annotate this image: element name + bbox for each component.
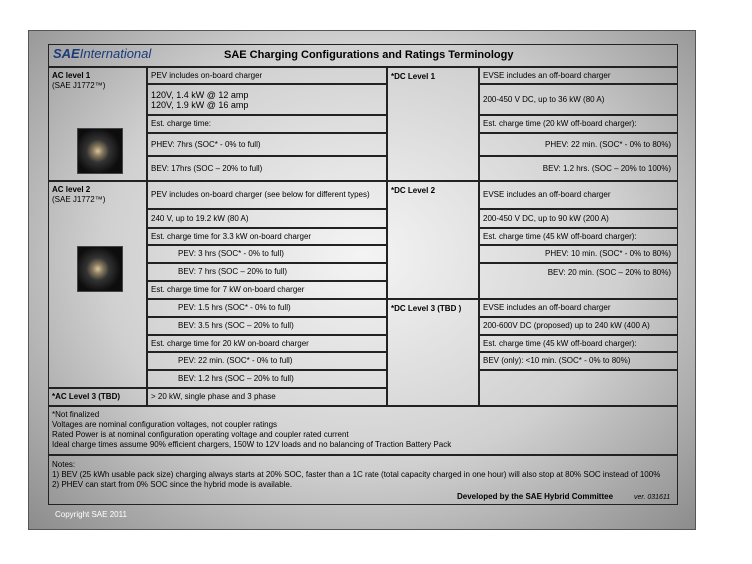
ac1-row-voltage [147, 84, 387, 115]
notes-box [48, 455, 678, 505]
ac1-row-bev: BEV: 17hrs (SOC – 20% to full) [147, 156, 387, 181]
ac2-row-1: 240 V, up to 19.2 kW (80 A) [147, 209, 387, 228]
footnotes-box [48, 406, 678, 455]
header-bar [48, 44, 678, 67]
dc3-row-2: Est. charge time (45 kW off-board charger): [479, 335, 678, 352]
ac-level1-std: (SAE J1772™) [52, 81, 106, 90]
ac1-row-est: Est. charge time: [147, 115, 387, 133]
logo-sae-text: SAE [53, 46, 80, 61]
ac1-voltage-2: 120V, 1.9 kW @ 16 amp [151, 100, 249, 110]
dc3-row-empty [479, 370, 678, 406]
ac-level2-title: AC level 2 [52, 185, 91, 194]
dc2-row-4: BEV: 20 min. (SOC – 20% to 80%) [479, 263, 678, 299]
dc-level3-label-cell: *DC Level 3 (TBD ) [387, 299, 479, 406]
ac2-row-9: PEV: 22 min. (SOC* - 0% to full) [147, 352, 387, 370]
ac2-row-10: BEV: 1.2 hrs (SOC – 20% to full) [147, 370, 387, 388]
dc1-row-4: BEV: 1.2 hrs. (SOC – 20% to 100%) [479, 156, 678, 181]
ac-level1-label-cell [48, 67, 147, 181]
ac-level1-plug-image [77, 128, 123, 174]
developed-by: Developed by the SAE Hybrid Committee [457, 492, 614, 501]
ac-level1-title: AC level 1 [52, 71, 91, 80]
copyright-text: Copyright SAE 2011 [55, 510, 127, 519]
ac2-row-4: BEV: 7 hrs (SOC – 20% to full) [147, 263, 387, 281]
notes-item-1: 1) BEV (25 kWh usable pack size) charging always starts at 20% SOC, faster than a 1C rate (total capacity charged in one hour) will also stop at 80% SOC instead of 100% [52, 470, 661, 479]
dc2-row-3: PHEV: 10 min. (SOC* - 0% to 80%) [479, 245, 678, 263]
logo-international-text: International [79, 46, 152, 61]
dc-level2-label-cell: *DC Level 2 [387, 181, 479, 299]
dc3-row-0: EVSE includes an off-board charger [479, 299, 678, 317]
ac-level3-label-cell: *AC Level 3 (TBD) [48, 388, 147, 406]
ac2-row-8: Est. charge time for 20 kW on-board charger [147, 335, 387, 352]
dc1-row-3: PHEV: 22 min. (SOC* - 0% to 80%) [479, 133, 678, 156]
dc2-row-0: EVSE includes an off-board charger [479, 181, 678, 209]
dc1-row-1: 200-450 V DC, up to 36 kW (80 A) [479, 84, 678, 115]
ac2-row-3: PEV: 3 hrs (SOC* - 0% to full) [147, 245, 387, 263]
footnote-line: Ideal charge times assume 90% efficient chargers, 150W to 12V loads and no balancing of Traction Battery Pack [52, 440, 452, 449]
ac2-row-5: Est. charge time for 7 kW on-board charger [147, 281, 387, 299]
dc1-row-2: Est. charge time (20 kW off-board charger): [479, 115, 678, 133]
notes-item-2: 2) PHEV can start from 0% SOC since the hybrid mode is available. [52, 480, 293, 489]
ac3-desc: > 20 kW, single phase and 3 phase [147, 388, 387, 406]
dc1-row-0: EVSE includes an off-board charger [479, 67, 678, 84]
slide [28, 30, 696, 530]
ac-level2-plug-image [77, 246, 123, 292]
ac-level2-label-cell [48, 181, 147, 388]
ac2-row-2: Est. charge time for 3.3 kW on-board charger [147, 228, 387, 245]
ac1-voltage-1: 120V, 1.4 kW @ 12 amp [151, 90, 249, 100]
dc-level1-label-cell: *DC Level 1 [387, 67, 479, 181]
ac2-row-7: BEV: 3.5 hrs (SOC – 20% to full) [147, 317, 387, 335]
ac-level2-std: (SAE J1772™) [52, 195, 106, 204]
dc3-row-1: 200-600V DC (proposed) up to 240 kW (400 A) [479, 317, 678, 335]
ac2-row-6: PEV: 1.5 hrs (SOC* - 0% to full) [147, 299, 387, 317]
footnote-line: *Not finalized [52, 410, 100, 419]
page-title: SAE Charging Configurations and Ratings Terminology [224, 49, 514, 61]
dc3-row-3: BEV (only): <10 min. (SOC* - 0% to 80%) [479, 352, 678, 370]
dc2-row-2: Est. charge time (45 kW off-board charger): [479, 228, 678, 245]
footnote-line: Rated Power is at nominal configuration operating voltage and coupler rated current [52, 430, 349, 439]
dc2-row-1: 200-450 V DC, up to 90 kW (200 A) [479, 209, 678, 228]
sae-logo [53, 46, 152, 61]
ac1-row-phev: PHEV: 7hrs (SOC* - 0% to full) [147, 133, 387, 156]
ac1-row-0: PEV includes on-board charger [147, 67, 387, 84]
version-label: ver. 031611 [634, 494, 671, 501]
notes-heading: Notes: [52, 460, 76, 469]
footnote-line: Voltages are nominal configuration voltages, not coupler ratings [52, 420, 278, 429]
ac2-row-0: PEV includes on-board charger (see below for different types) [147, 181, 387, 209]
